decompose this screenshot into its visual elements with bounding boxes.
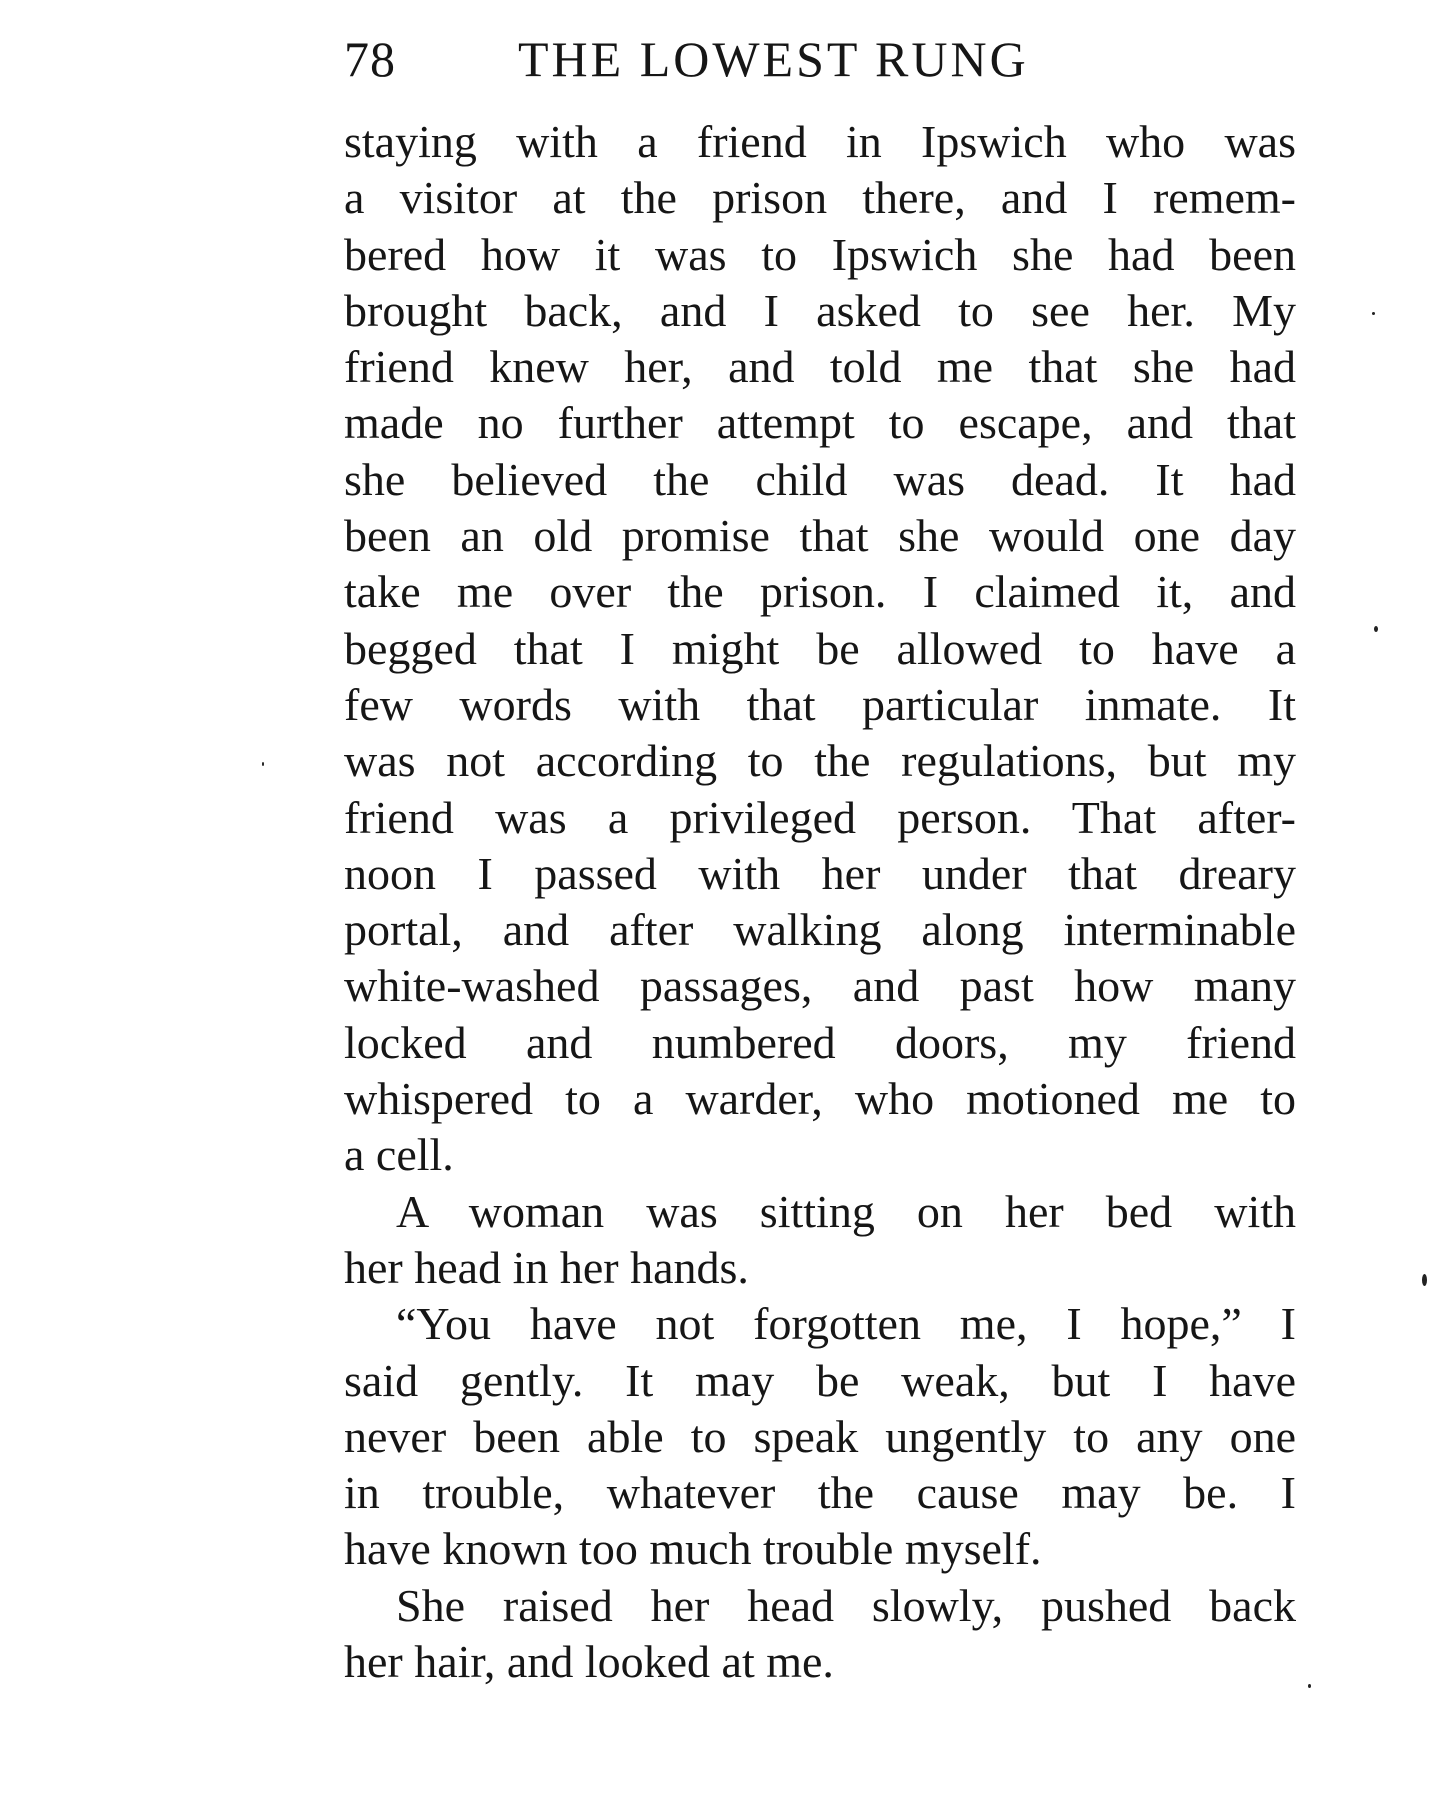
scan-speck — [262, 762, 264, 766]
text-line: a cell. — [344, 1129, 454, 1181]
paragraph-2 — [344, 1184, 1296, 1297]
text-line: been an old promise that she would one day — [344, 510, 1296, 562]
text-line: never been able to speak ungently to any one — [344, 1410, 1296, 1462]
page-header — [344, 26, 1304, 90]
text-line: locked and numbered doors, my friend — [344, 1016, 1296, 1068]
text-line: portal, and after walking along interminable — [344, 904, 1296, 956]
text-line: whispered to a warder, who motioned me to — [344, 1073, 1296, 1125]
page-number: 78 — [344, 31, 396, 87]
scan-speck — [1308, 1684, 1311, 1688]
running-head: THE LOWEST RUNG — [518, 31, 1029, 87]
text-line: a visitor at the prison there, and I remem- — [344, 172, 1296, 224]
text-line: brought back, and I asked to see her. My — [344, 284, 1296, 336]
text-line: She raised her head slowly, pushed back — [396, 1579, 1296, 1631]
text-line: have known too much trouble myself. — [344, 1523, 1042, 1575]
paragraph-1 — [344, 114, 1296, 1184]
text-line: take me over the prison. I claimed it, and — [344, 566, 1296, 618]
text-line: made no further attempt to escape, and that — [344, 397, 1296, 449]
text-line: white-washed passages, and past how many — [344, 960, 1296, 1012]
text-line: was not according to the regulations, but my — [344, 735, 1296, 787]
text-line: few words with that particular inmate. It — [344, 678, 1296, 730]
scan-speck — [1422, 1274, 1427, 1286]
text-line: noon I passed with her under that dreary — [344, 847, 1296, 899]
body-text — [344, 114, 1296, 1690]
text-line: she believed the child was dead. It had — [344, 453, 1296, 505]
text-line: staying with a friend in Ipswich who was — [344, 116, 1296, 167]
paragraph-4 — [344, 1578, 1296, 1691]
paragraph-3 — [344, 1296, 1296, 1577]
text-line: said gently. It may be weak, but I have — [344, 1354, 1296, 1406]
text-line: A woman was sitting on her bed with — [396, 1185, 1296, 1237]
text-line: in trouble, whatever the cause may be. I — [344, 1467, 1296, 1519]
text-line: begged that I might be allowed to have a — [344, 622, 1296, 674]
text-line: her head in her hands. — [344, 1241, 749, 1293]
text-line: friend knew her, and told me that she had — [344, 341, 1296, 393]
scan-speck — [1374, 626, 1378, 632]
text-line: “You have not forgotten me, I hope,” I — [396, 1298, 1296, 1350]
text-line: her hair, and looked at me. — [344, 1636, 834, 1688]
text-line: friend was a privileged person. That after- — [344, 791, 1296, 843]
scan-speck — [1372, 312, 1375, 315]
text-line: bered how it was to Ipswich she had been — [344, 228, 1296, 280]
